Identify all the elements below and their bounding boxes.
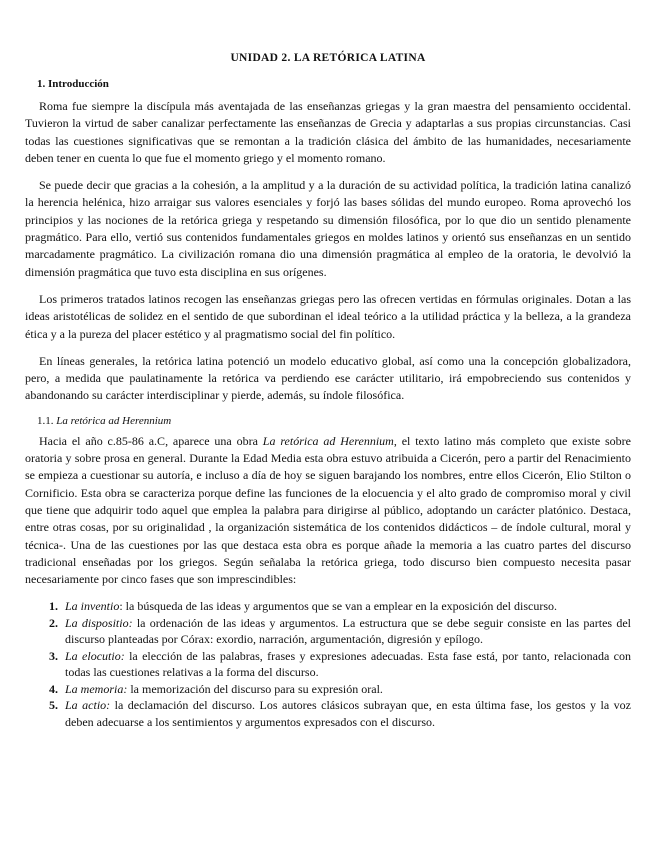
section-number: 1.: [37, 78, 46, 90]
phase-text: la declamación del discurso. Los autores clásicos subrayan que, en esta última fase, los gestos y la voz deben adecuarse a los sentimientos y argumentos expresados con el discurso.: [65, 698, 632, 729]
phase-term: La elocutio:: [65, 648, 125, 663]
list-item: [61, 648, 631, 681]
list-item: [61, 697, 631, 730]
herennium-work-title: La retórica ad Herennium: [262, 433, 394, 448]
herennium-text-rest: , el texto latino más completo que existe sobre oratoria y sobre prosa en general. Durante la Edad Media esta obra estuvo atribuida a Cicerón, pero a partir del Renacimiento se empieza a cuestionar su autoría, e incluso a día de hoy se siguen barajando los nombres, entre ellos Cicerón, Elio Stilton o Cornificio. Esta obra se caracteriza porque define las funciones de la elocuencia y el alto grado de compromiso moral y civil que tiene que adquirir todo aquel que emplea la palabra para dirigirse al público, adoptando un carácter platónico. Destaca, entre otras cosas, por su originalidad , la organización sistemática de los contenidos didácticos – de índole cultural, moral y técnica-. Una de las cuestiones por las que destaca esta obra es porque añade la memoria a las cuatro partes del discurso tradicional enseñadas por los griegos. Según señalaba la retórica griega, todo discurso bien compuesto necesita pasar necesariamente por cinco fases que son imprescindibles:: [25, 433, 631, 587]
phase-text: la elección de las palabras, frases y expresiones adecuadas. Esta fase está, por tanto, relacionada con todas las cuestiones relativas a la forma del discurso.: [65, 648, 632, 680]
herennium-text-start: Hacia el año c.85-86 a.C, aparece una obra: [39, 433, 263, 448]
unit-title: UNIDAD 2. LA RETÓRICA LATINA: [230, 52, 426, 64]
phase-term: La memoria:: [65, 681, 128, 696]
list-item: [61, 598, 631, 615]
intro-paragraph-2: Se puede decir que gracias a la cohesión, a la amplitud y a la duración de su actividad política, la tradición latina canalizó la herencia helénica, hizo arraigar sus valores esenciales y forjó las bases sólidas del mundo europeo. Roma aprovechó los principios y las nociones de la retórica griega y respetando su dimensión filosófica, por lo que dio un sentido plenamente pragmático. Para ello, vertió sus contenidos fundamentales griegos en moldes latinos y orientó sus enseñanzas en un sentido marcadamente pragmático. La civilización romana dio una dimensión pragmática al empleo de la oratoria, le devolvió la dimensión pragmática que tuvo esta disciplina en sus orígenes.: [25, 178, 631, 279]
phase-term: La inventio: [65, 599, 120, 614]
subsection-heading: [37, 415, 631, 427]
subsection-label: La retórica ad Herennium: [56, 414, 172, 427]
phase-term: La dispositio:: [65, 615, 133, 630]
list-item: [61, 681, 631, 698]
herennium-paragraph: [25, 433, 631, 589]
intro-paragraph-1: Roma fue siempre la discípula más aventajada de las enseñanzas griegas y la gran maestra del pensamiento occidental. Tuvieron la virtud de saber canalizar perfectamente las enseñanzas de Grecia y adaptarlas a sus propias circunstancias. Casi todas las cuestiones significativas que se remontan a la tradición clásica del ámbito de las humanidades, necesariamente deben tener en cuenta lo que fue el momento griego y el momento romano.: [25, 99, 631, 165]
phase-text: la búsqueda de las ideas y argumentos que se van a emplear en la exposición del discurso.: [122, 599, 557, 614]
phase-text: la ordenación de las ideas y argumentos. La estructura que se debe seguir consiste en las partes del discurso planteadas por Córax: exordio, narración, argumentación, digresión y epílogo.: [65, 615, 631, 647]
section-label: Introducción: [48, 78, 109, 90]
intro-paragraph-3: Los primeros tratados latinos recogen las enseñanzas griegas pero las ofrecen vertidas en fórmulas originales. Dotan a las ideas aristotélicas de solidez en el sentido de que subordinan el ideal teórico a la utilidad práctica y la belleza, a la grandeza ética y a la pureza del placer estético y al pragmatismo social del fin político.: [25, 291, 631, 341]
intro-paragraph-4: En líneas generales, la retórica latina potenció un modelo educativo global, así como una la concepción globalizadora, pero, a medida que paulatinamente la retórica va perdiendo ese carácter utilitario, irá empobreciendo sus contenidos y abandonando su carácter interdisciplinar y pierde, además, su índole filosófica.: [25, 353, 631, 403]
phase-term: La actio:: [65, 698, 111, 713]
subsection-number: 1.1.: [37, 414, 54, 427]
rhetoric-phases-list: [25, 598, 631, 730]
section-heading: [37, 78, 631, 90]
phase-text: la memorización del discurso para su expresión oral.: [127, 681, 383, 696]
list-item: [61, 615, 631, 648]
phase-sep: :: [119, 599, 123, 614]
